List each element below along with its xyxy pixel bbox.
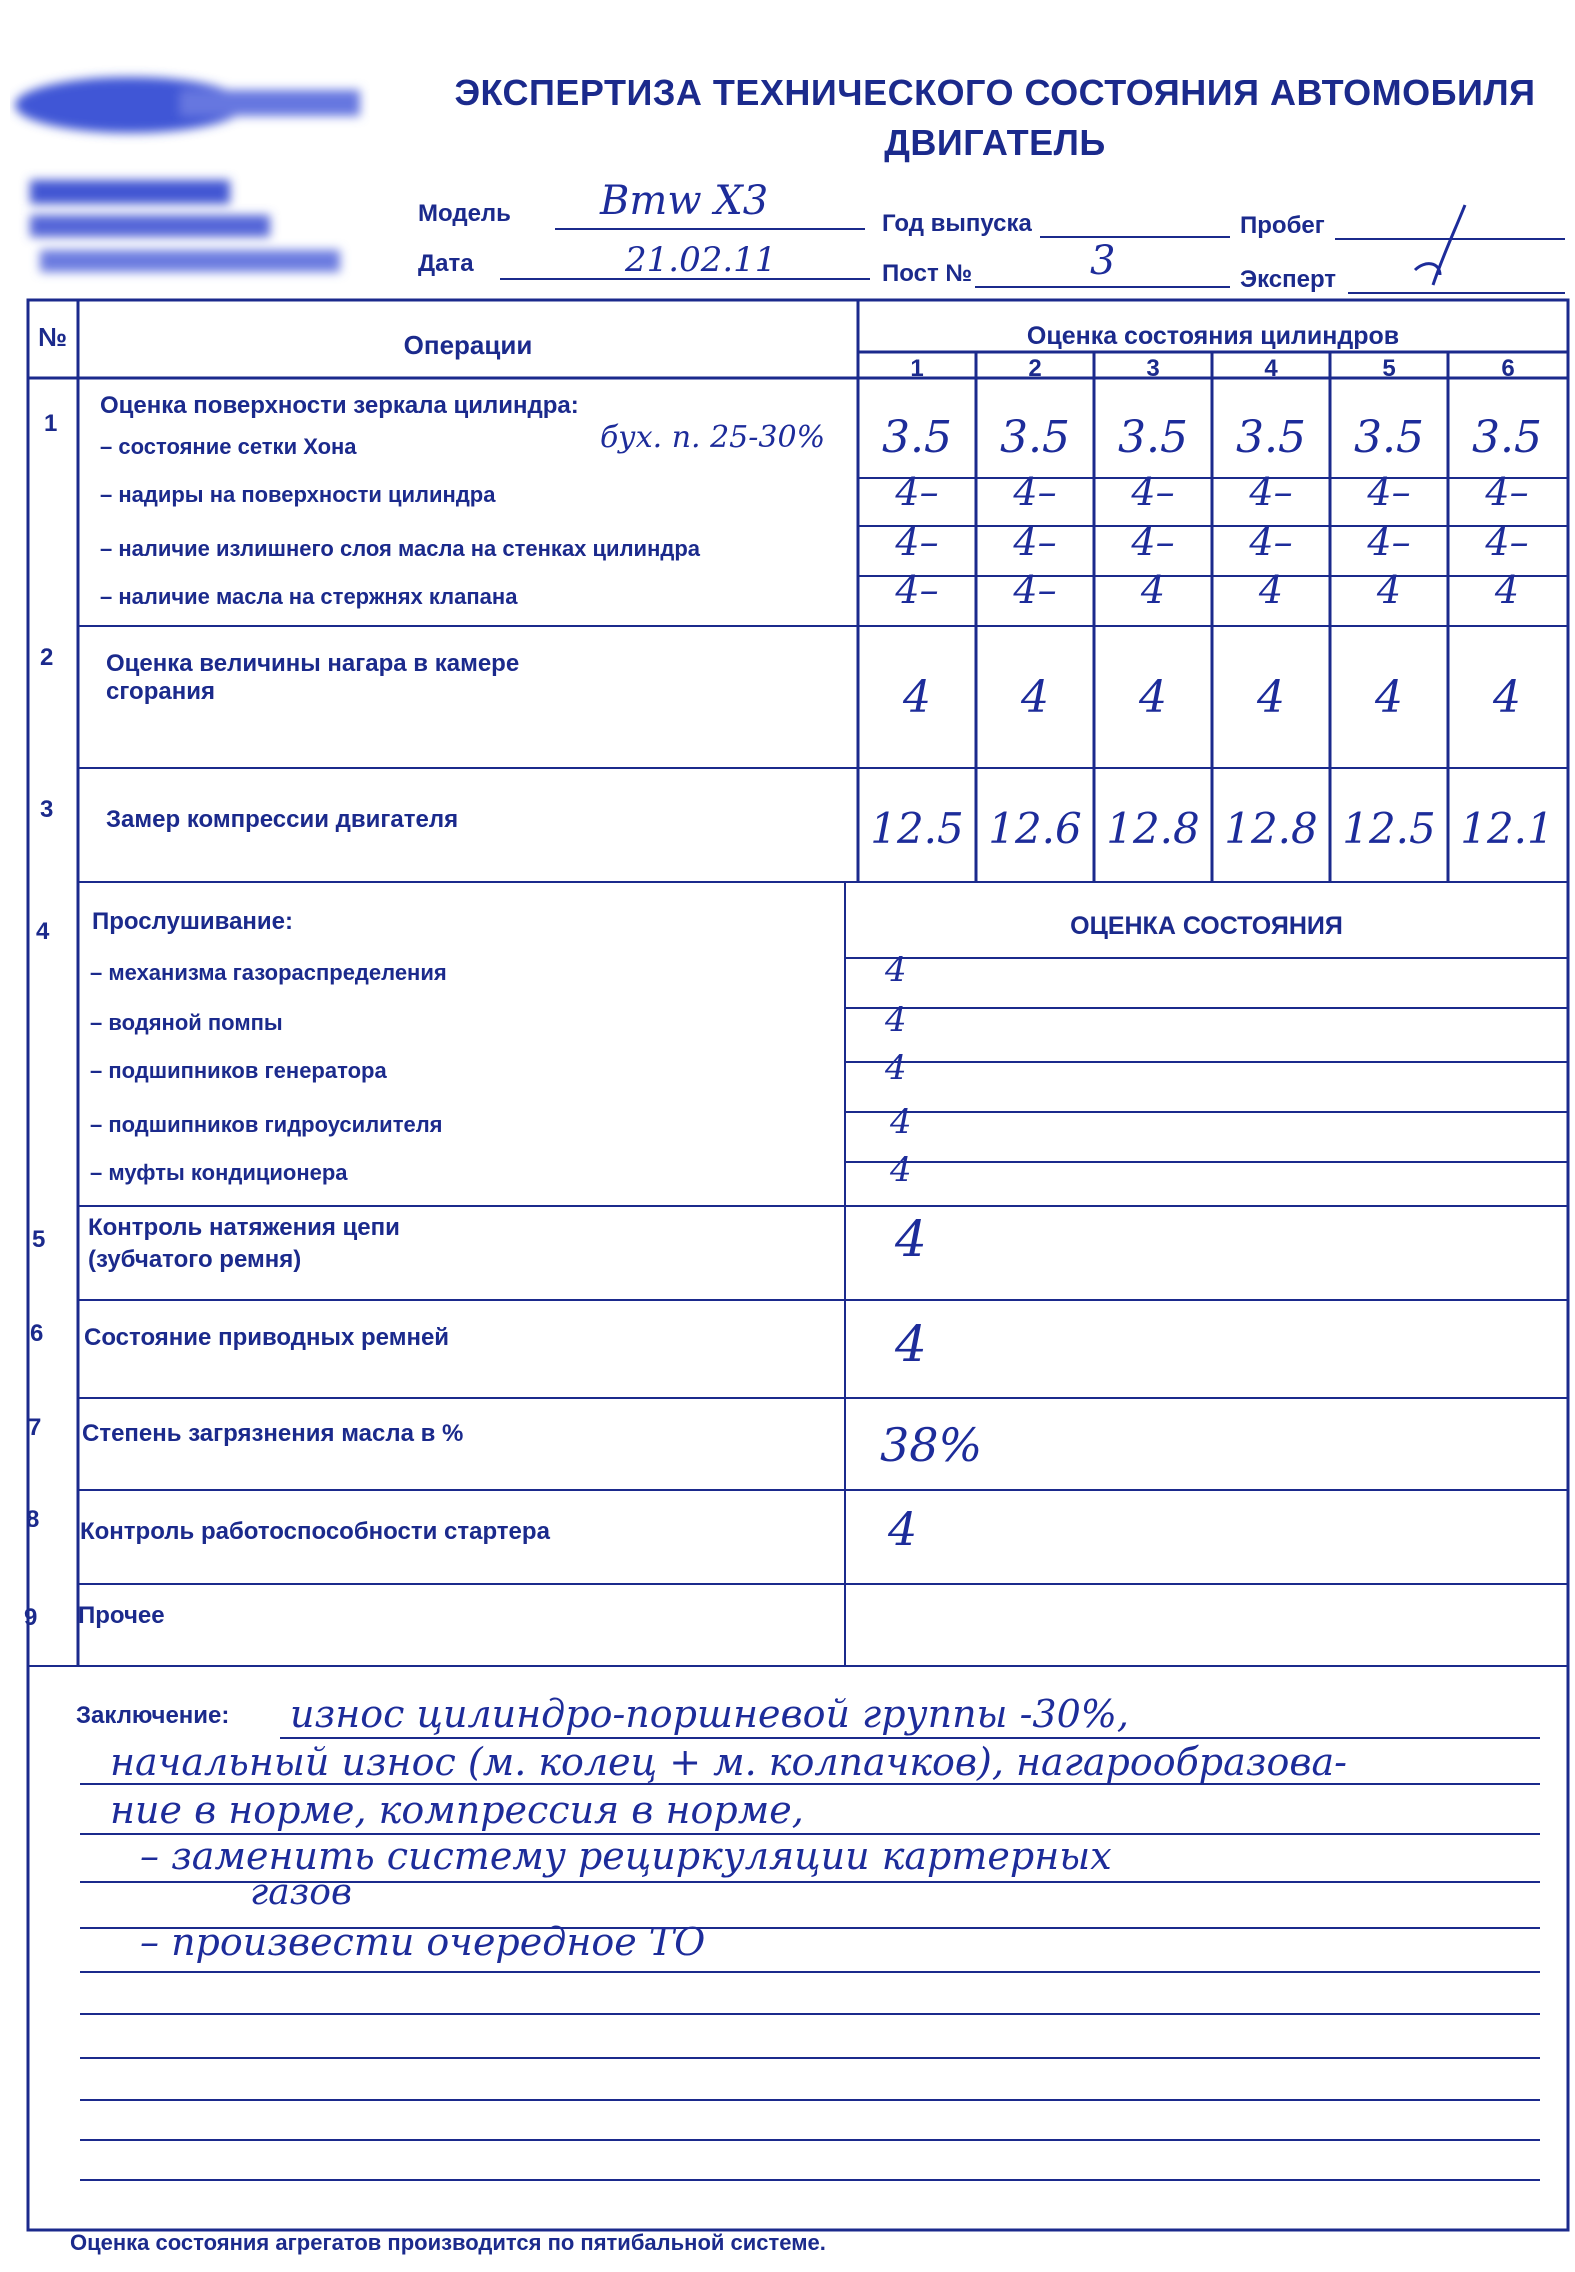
- s4-r2-value: 4: [885, 1000, 907, 1040]
- date-value: 21.02.11: [625, 240, 777, 280]
- conclusion-line-1: износ цилиндро-поршневой группы -30%,: [290, 1692, 1129, 1736]
- s4-r4-value: 4: [890, 1102, 912, 1142]
- section-7-number: 7: [28, 1414, 42, 1441]
- section-4-number: 4: [36, 918, 50, 945]
- s1-r2-c4: 4–: [1249, 470, 1293, 514]
- s1-r4-c1: 4–: [895, 568, 939, 612]
- post-value: 3: [1090, 238, 1116, 284]
- section-3-number: 3: [40, 796, 54, 823]
- cyl-4-header: 4: [1264, 355, 1278, 382]
- section-4-row-3-label: – подшипников генератора: [90, 1058, 387, 1083]
- s4-r5-value: 4: [890, 1150, 912, 1190]
- section-2-title-line-2: сгорания: [106, 678, 215, 705]
- section-8-number: 8: [26, 1506, 40, 1533]
- section-5-title-line-1: Контроль натяжения цепи: [88, 1214, 400, 1241]
- cyl-2-header: 2: [1028, 355, 1042, 382]
- section-7-title: Степень загрязнения масла в %: [82, 1420, 464, 1447]
- s5-value: 4: [895, 1210, 927, 1268]
- section-1-note: бух. п. 25-30%: [600, 420, 826, 455]
- model-value: Bmw X3: [600, 178, 769, 224]
- section-1-row-3-label: – наличие излишнего слоя масла на стенках цилиндра: [100, 536, 701, 561]
- s2-c6: 4: [1493, 672, 1521, 723]
- s3-c2: 12.6: [988, 804, 1082, 853]
- s7-value: 38%: [880, 1418, 983, 1472]
- s8-value: 4: [888, 1502, 918, 1556]
- s1-r4-c2: 4–: [1013, 568, 1057, 612]
- s4-r1-value: 4: [885, 950, 907, 990]
- year-label: Год выпуска: [882, 210, 1032, 237]
- s1-r2-c1: 4–: [895, 470, 939, 514]
- s3-c5: 12.5: [1342, 804, 1436, 853]
- s1-r3-c3: 4–: [1131, 520, 1175, 564]
- conclusion-label: Заключение:: [76, 1702, 230, 1729]
- s6-value: 4: [895, 1315, 927, 1373]
- expert-label: Эксперт: [1240, 266, 1337, 293]
- s3-c4: 12.8: [1224, 804, 1318, 853]
- section-4-row-1-label: – механизма газораспределения: [90, 960, 447, 985]
- col-num-header: №: [38, 322, 67, 352]
- s1-r1-c5: 3.5: [1354, 412, 1424, 463]
- section-4-row-4-label: – подшипников гидроусилителя: [90, 1112, 443, 1137]
- s1-r2-c6: 4–: [1485, 470, 1529, 514]
- s4-r3-value: 4: [885, 1048, 907, 1088]
- s1-r1-c4: 3.5: [1236, 412, 1306, 463]
- post-label: Пост №: [882, 260, 973, 287]
- section-5-number: 5: [32, 1226, 46, 1253]
- mileage-label: Пробег: [1240, 212, 1325, 239]
- section-4-row-2-label: – водяной помпы: [90, 1010, 283, 1035]
- s1-r3-c6: 4–: [1485, 520, 1529, 564]
- section-1-row-2-label: – надиры на поверхности цилиндра: [100, 482, 496, 507]
- s1-r3-c5: 4–: [1367, 520, 1411, 564]
- section-9-number: 9: [24, 1604, 38, 1631]
- s2-c4: 4: [1257, 672, 1285, 723]
- s1-r2-c3: 4–: [1131, 470, 1175, 514]
- section-9-title: Прочее: [78, 1602, 165, 1629]
- section-1-title: Оценка поверхности зеркала цилиндра:: [100, 392, 579, 419]
- s2-c2: 4: [1021, 672, 1049, 723]
- section-3-title: Замер компрессии двигателя: [106, 806, 459, 833]
- s3-c3: 12.8: [1106, 804, 1200, 853]
- section-5-title-line-2: (зубчатого ремня): [88, 1246, 302, 1273]
- conclusion-line-6: – произвести очередное ТО: [140, 1920, 706, 1964]
- section-2-title-line-1: Оценка величины нагара в камере: [106, 650, 520, 677]
- s1-r3-c2: 4–: [1013, 520, 1057, 564]
- section-6-title: Состояние приводных ремней: [84, 1324, 450, 1351]
- form-subtitle: ДВИГАТЕЛЬ: [884, 122, 1106, 163]
- date-label: Дата: [418, 250, 474, 277]
- section-2-number: 2: [40, 644, 54, 671]
- s1-r4-c6: 4: [1494, 568, 1520, 612]
- s2-c3: 4: [1139, 672, 1167, 723]
- cyl-5-header: 5: [1382, 355, 1396, 382]
- s1-r3-c1: 4–: [895, 520, 939, 564]
- conclusion-line-4: – заменить систему рециркуляции картерных: [140, 1834, 1112, 1878]
- state-column-header: ОЦЕНКА СОСТОЯНИЯ: [1070, 912, 1343, 940]
- section-1-row-1-label: – состояние сетки Хона: [100, 434, 357, 459]
- s1-r4-c3: 4: [1140, 568, 1166, 612]
- s3-c6: 12.1: [1460, 804, 1554, 853]
- col-ops-header: Операции: [403, 330, 533, 360]
- conclusion-line-3: ние в норме, компрессия в норме,: [110, 1788, 804, 1832]
- s2-c5: 4: [1375, 672, 1403, 723]
- s2-c1: 4: [903, 672, 931, 723]
- section-1-number: 1: [44, 410, 58, 437]
- s1-r1-c3: 3.5: [1118, 412, 1188, 463]
- section-6-number: 6: [30, 1320, 44, 1347]
- model-label: Модель: [418, 200, 511, 227]
- conclusion-line-5: газов: [250, 1872, 352, 1913]
- s1-r3-c4: 4–: [1249, 520, 1293, 564]
- s1-r2-c2: 4–: [1013, 470, 1057, 514]
- s1-r2-c5: 4–: [1367, 470, 1411, 514]
- s1-r1-c1: 3.5: [882, 412, 952, 463]
- cyl-6-header: 6: [1501, 355, 1515, 382]
- cyl-1-header: 1: [910, 355, 924, 382]
- conclusion-line-2: начальный износ (м. колец + м. колпачков), нагарообразова-: [110, 1740, 1348, 1784]
- section-4-row-5-label: – муфты кондиционера: [90, 1160, 348, 1185]
- cyl-3-header: 3: [1146, 355, 1160, 382]
- s1-r1-c6: 3.5: [1472, 412, 1542, 463]
- footer-note: Оценка состояния агрегатов производится по пятибальной системе.: [70, 2230, 826, 2255]
- section-8-title: Контроль работоспособности стартера: [80, 1518, 550, 1545]
- section-1-row-4-label: – наличие масла на стержнях клапана: [100, 584, 518, 609]
- form-title: ЭКСПЕРТИЗА ТЕХНИЧЕСКОГО СОСТОЯНИЯ АВТОМОБИЛЯ: [454, 72, 1536, 113]
- col-cyl-header: Оценка состояния цилиндров: [1026, 322, 1400, 350]
- s3-c1: 12.5: [870, 804, 964, 853]
- section-4-title: Прослушивание:: [92, 908, 294, 935]
- s1-r4-c5: 4: [1376, 568, 1402, 612]
- s1-r4-c4: 4: [1258, 568, 1284, 612]
- s1-r1-c2: 3.5: [1000, 412, 1070, 463]
